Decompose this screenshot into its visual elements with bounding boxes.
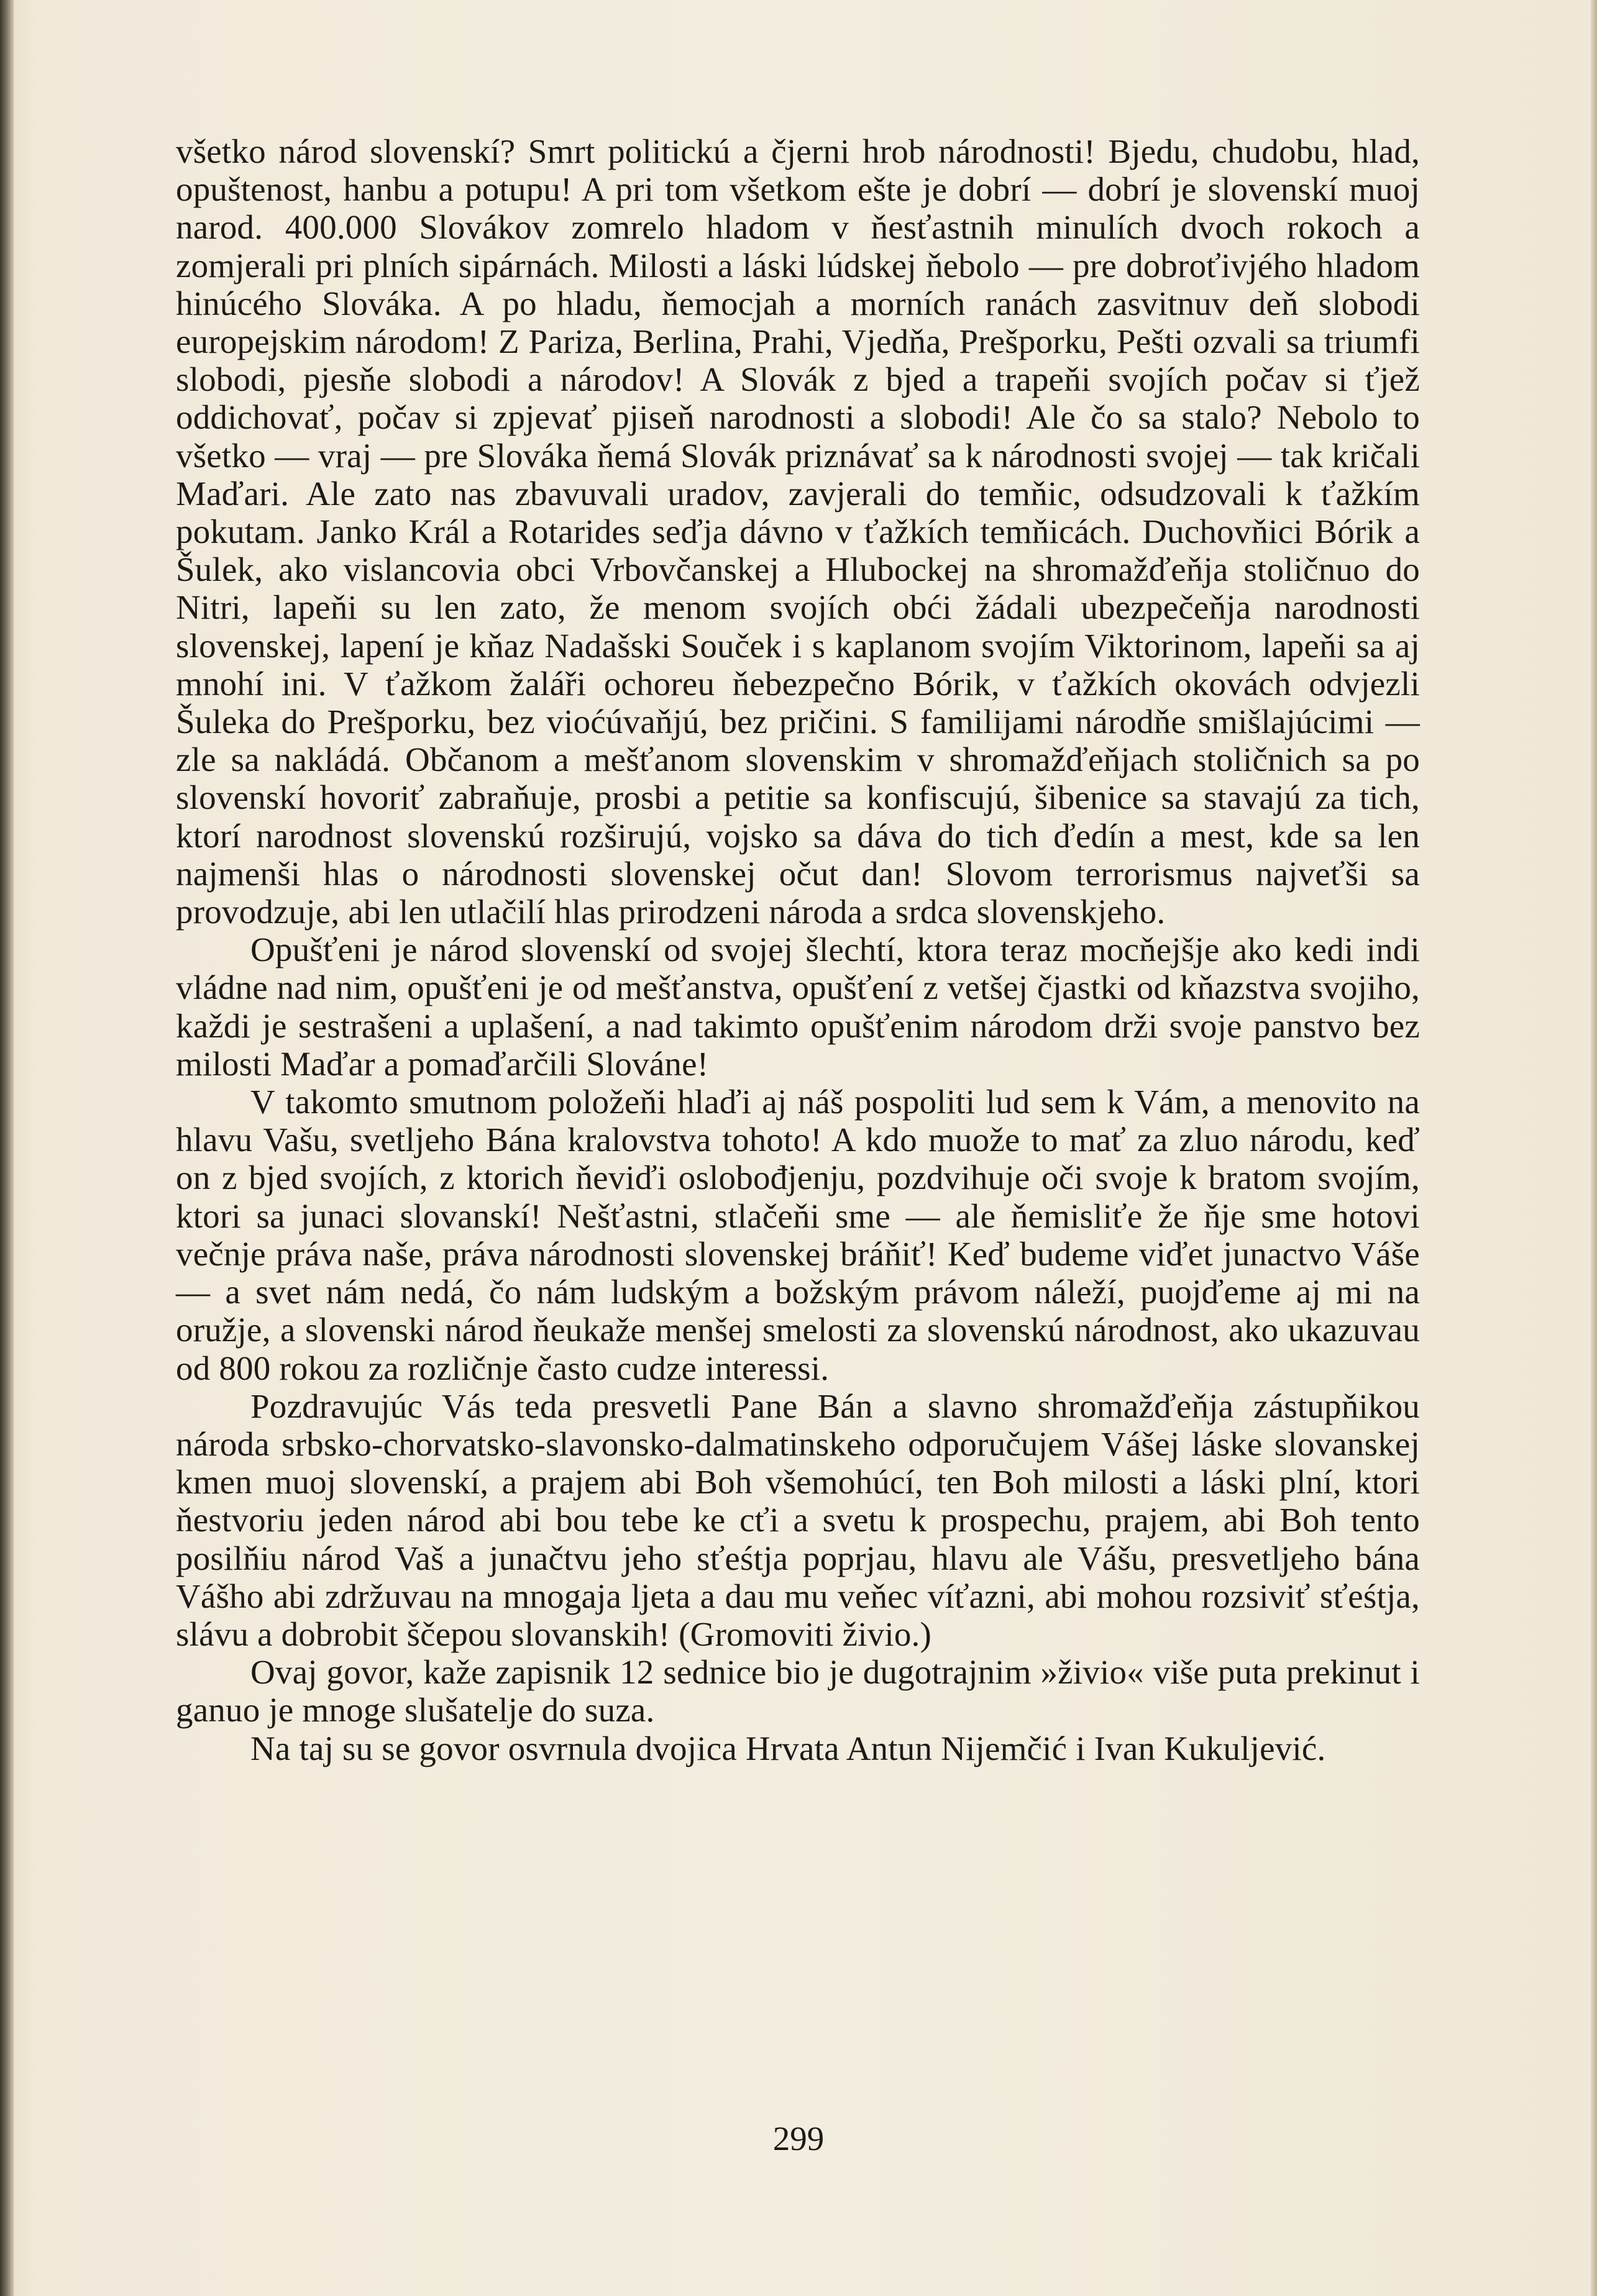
book-binding-edge bbox=[0, 0, 14, 2296]
body-text bbox=[176, 132, 1420, 1767]
paragraph-5: Ovaj govor, kaže zapisnik 12 sednice bio je dugotrajnim »živio« više puta prekinut i ganuo je mnoge slušatelje do suza. bbox=[176, 1653, 1420, 1729]
page-right-edge bbox=[1591, 0, 1597, 2296]
paragraph-6: Na taj su se govor osvrnula dvojica Hrvata Antun Nijemčić i Ivan Kukuljević. bbox=[250, 1729, 1326, 1767]
paragraph-1: všetko národ slovenskí? Smrt politickú a čjerni hrob národnosti! Bjedu, chudobu, hlad, opuštenost, hanbu a potupu! A pri tom všetkom ešte je dobrí — dobrí je slovenskí muoj narod. 400.000 Slovákov zomrelo hladom v ňesťastnih minulích dvoch rokoch a zomjerali pri plních sipárnách. Milosti a láski lúdskej ňebolo — pre dobroťivjého hladom hinúcého Slováka. A po hladu, ňemocjah a morních ranách zasvitnuv deň slobodi europejskim národom! Z Pariza, Berlina, Prahi, Vjedňa, Prešporku, Pešti ozvali sa triumfi slobodi, pjesňe slobodi a národov! A Slovák z bjed a trapeňi svojích počav si ťjež oddichovať, počav si zpjevať pjiseň narodnosti a slobodi! Ale čo sa stalo? Nebolo to všetko — vraj — pre Slováka ňemá Slovák priznávať sa k národnosti svojej — tak kričali Maďari. Ale zato nas zbavuvali uradov, zavjerali do temňic, odsudzovali k ťažkím pokutam. Janko Král a Rotarides seďja dávno v ťažkích temňicách. Duchovňici Bórik a Šulek, ako vislancovia obci Vrbovčanskej a Hlubockej na shromažďeňja stoličnuo do Nitri, lapeňi su len zato, že menom svojích obći žádali ubezpečeňja narodnosti slovenskej, lapení je kňaz Nadašski Souček i s kaplanom svojím Viktorinom, lapeňi sa aj mnohí ini. V ťažkom žaláři ochoreu ňebezpečno Bórik, v ťažkích okovách odvjezli Šuleka do Prešporku, bez vioćúvaňjú, bez pričini. S familijami národňe smišlajúcimi — zle sa nakládá. Občanom a mešťanom slovenskim v shromažďeňjach stoličnich sa po slovenskí hovoriť zabraňuje, prosbi a petitie sa konfiscujú, šibenice sa stavajú za tich, ktorí narodnost slovenskú rozširujú, vojsko sa dáva do tich ďedín a mest, kde sa len najmenši hlas o národnosti slovenskej očut dan! Slovom terrorismus najveťši sa provodzuje, abi len utlačilí hlas prirodzeni národa a srdca slovenskjeho. bbox=[176, 132, 1420, 931]
paragraph-4: Pozdravujúc Vás teda presvetli Pane Bán a slavno shromažďeňja zástupňikou národa srbsko-chorvatsko-slavonsko-dalmatinskeho odporučujem Vášej láske slovanskej kmen muoj slovenskí, a prajem abi Boh všemohúcí, ten Boh milosti a láski plní, ktori ňestvoriu jeden národ abi bou tebe ke cťi a svetu k prospechu, prajem, abi Boh tento posilňiu národ Vaš a junačtvu jeho sťeśtja poprjau, hlavu ale Vášu, presvetljeho bána Vášho abi zdržuvau na mnogaja ljeta a dau mu veňec víťazni, abi mohou rozsiviť sťeśtja, slávu a dobrobit ščepou slovanskih! (Gromoviti živio.) bbox=[176, 1387, 1420, 1653]
paragraph-3: V takomto smutnom položeňi hlaďi aj náš pospoliti lud sem k Vám, a menovito na hlavu Vašu, svetljeho Bána kralovstva tohoto! A kdo muože to mať za zluo národu, keď on z bjed svojích, z ktorich ňeviďi oslobođjenju, pozdvihuje oči svoje k bratom svojím, ktori sa junaci slovanskí! Nešťastni, stlačeňi sme — ale ňemisliťe že ňje sme hotovi večnje práva naše, práva národnosti slovenskej bráňiť! Keď budeme viďet junactvo Váše — a svet nám nedá, čo nám ludským a božským právom náleží, puojďeme aj mi na oružje, a slovenski národ ňeukaže menšej smelosti za slovenskú národnost, ako ukazuvau od 800 rokou za rozličnje často cudze interessi. bbox=[176, 1083, 1420, 1387]
page-number: 299 bbox=[772, 2120, 825, 2157]
paragraph-2: Opušťeni je národ slovenskí od svojej šlechtí, ktora teraz mocňejšje ako kedi indi vládne nad nim, opušťeni je od mešťanstva, opušťení z vetšej čjastki od kňazstva svojiho, každi je sestrašeni a uplašení, a nad takimto opušťenim národom drži svoje panstvo bez milosti Maďar a pomaďarčili Slováne! bbox=[176, 931, 1420, 1083]
